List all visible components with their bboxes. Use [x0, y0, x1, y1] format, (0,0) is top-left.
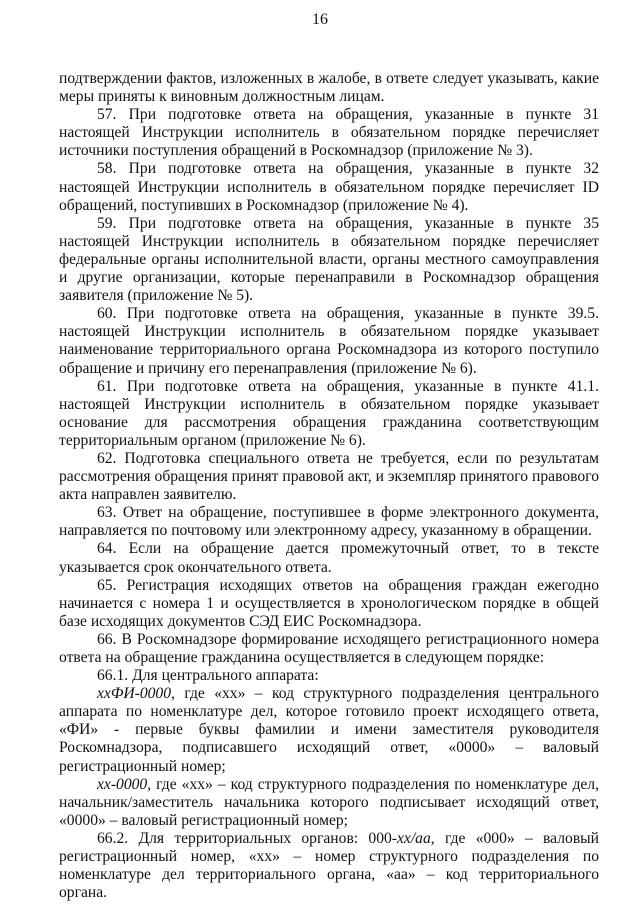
paragraph-63: 63. Ответ на обращение, поступившее в форме электронного документа, направляется по почтовому или электронному адресу, указанному в обращении.: [59, 504, 599, 540]
paragraph-60: 60. При подготовке ответа на обращения, указанные в пункте 39.5. настоящей Инструкции исполнитель в обязательном порядке указывает наименование территориального органа Роскомнадзора из которого поступило обращение и причину его перенаправления (приложение № 6).: [59, 305, 599, 377]
paragraph-57: 57. При подготовке ответа на обращения, указанные в пункте 31 настоящей Инструкции исполнитель в обязательном порядке перечисляет источники поступления обращений в Роскомнадзор (приложение № 3).: [59, 106, 599, 160]
paragraph-61: 61. При подготовке ответа на обращения, указанные в пункте 41.1. настоящей Инструкции исполнитель в обязательном порядке указывает основание для рассмотрения обращения гражданина соответствующим территориальным органом (приложение № 6).: [59, 377, 599, 449]
paragraph-62: 62. Подготовка специального ответа не требуется, если по результатам рассмотрения обращения принят правовой акт, и экземпляр принятого правового акта направлен заявителю.: [59, 449, 599, 504]
number-format-central: ххФИ-0000: [97, 685, 172, 703]
number-format-central-desc: , где «хх» – код структурного подразделения центрального аппарата по номенклатуре дел, которое готовило проект исходящего ответа, «ФИ» - первые буквы фамилии и имени заместителя руководителя Роскомнадзора, подписавшего исходящий ответ, «0000» – валовый регистрационный номер;: [59, 685, 599, 775]
number-format-department-desc: , где «хх» – код структурного подразделения по номенклатуре дел, начальник/заместитель начальника которого подписывает исходящий ответ, «0000» – валовый регистрационный номер;: [59, 775, 599, 829]
paragraph-59: 59. При подготовке ответа на обращения, указанные в пункте 35 настоящей Инструкции исполнитель в обязательном порядке перечисляет федеральные органы исполнительной власти, органы местного самоуправления и другие организации, которые перенаправили в Роскомнадзор обращения заявителя (приложение № 5).: [59, 214, 599, 305]
paragraph-58: 58. При подготовке ответа на обращения, указанные в пункте 32 настоящей Инструкции исполнитель в обязательном порядке перечисляет ID обращений, поступивших в Роскомнадзор (приложение № 4).: [59, 160, 599, 214]
number-format-territorial: хх/аа: [397, 829, 431, 847]
number-format-territorial-prefix: 66.2. Для территориальных органов: 000-: [97, 829, 397, 847]
paragraph-66-2: [59, 830, 599, 902]
paragraph-66-1-b: [59, 776, 599, 830]
paragraph-64: 64. Если на обращение дается промежуточный ответ, то в тексте указывается срок окончательного ответа.: [59, 540, 599, 576]
document-body: [59, 70, 599, 902]
paragraph-66-1: 66.1. Для центрального аппарата:: [97, 667, 319, 685]
paragraph-66-1-a: [59, 685, 599, 775]
paragraph-66: 66. В Роскомнадзоре формирование исходящего регистрационного номера ответа на обращение гражданина осуществляется в следующем порядке:: [59, 630, 599, 666]
number-format-territorial-desc: , где «000» – валовый регистрационный номер, «хх» – номер структурного подразделения по номенклатуре дел территориального органа, «аа» – код территориального органа.: [59, 829, 600, 902]
number-format-department: хх-0000: [97, 775, 148, 793]
paragraph-65: 65. Регистрация исходящих ответов на обращения граждан ежегодно начинается с номера 1 и осуществляется в хронологическом порядке в общей базе исходящих документов СЭД ЕИС Роскомнадзора.: [59, 576, 599, 630]
page-number: 16: [312, 11, 328, 28]
paragraph-continuation: подтверждении фактов, изложенных в жалобе, в ответе следует указывать, какие меры приняты к виновным должностным лицам.: [59, 70, 599, 106]
